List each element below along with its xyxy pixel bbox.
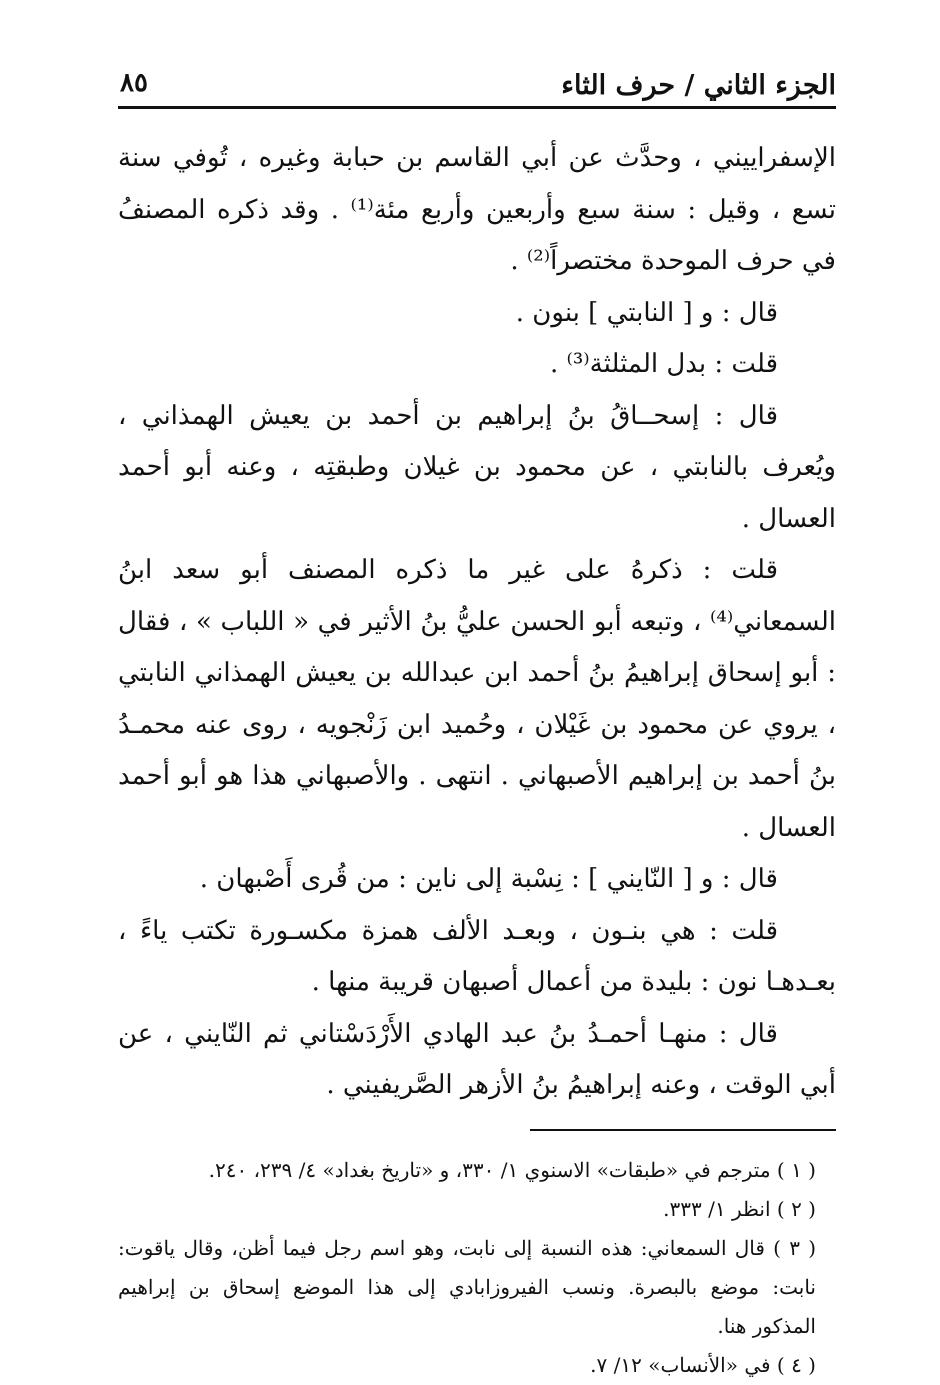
footnote: ( ١ ) مترجم في «طبقات» الاسنوي ١/ ٣٣٠، و «تاريخ بغداد» ٤/ ٢٣٩، ٢٤٠.	[208, 1157, 816, 1182]
footnote: ( ٢ ) انظر ١/ ٣٣٣.	[663, 1196, 816, 1221]
page-number: ٨٥	[120, 68, 148, 98]
paragraph: قال : و [ النّايني ] : نِسْبة إلى ناين : من قُرى أَصْبهان .	[199, 864, 778, 894]
paragraph: قلت : ذكرهُ على غير ما ذكره المصنف أبو سعد ابنُ السمعاني⁽⁴⁾ ، وتبعه أبو الحسن عليُّ بنُ الأثير في « اللباب » ، فقال : أبو إسحاق إبراهيمُ بنُ أحمد ابن عبدالله بن يعيش الهمذاني النابتي ، يروي عن محمود بن غَيْلان ، وحُميد ابن زَنْجويه ، روى عنه محمـدُ بنُ أحمد بن إبراهيم الأصبهاني . انتهى . والأصبهاني هذا هو أبو أحمد العسال .	[118, 555, 836, 843]
main-text	[118, 133, 836, 1112]
paragraph: قلت : بدل المثلثة⁽³⁾ .	[549, 349, 778, 379]
footnote: ( ٤ ) في «الأنساب» ١٢/ ٧.	[590, 1352, 816, 1377]
paragraph: قال : إسحــاقُ بنُ إبراهيم بن أحمد بن يعيش الهمذاني ، ويُعرف بالنابتي ، عن محمود بن غيلان وطبقتِه ، وعنه أبو أحمد العسال .	[118, 400, 836, 534]
footnote: ( ٣ ) قال السمعاني: هذه النسبة إلى نابت، وهو اسم رجل فيما أظن، وقال ياقوت: نابت: موضع بالبصرة. ونسب الفيروزابادي إلى هذا الموضع إسحاق بن إبراهيم المذكور هنا.	[118, 1235, 816, 1338]
footnotes	[118, 1151, 836, 1385]
paragraph: قال : منهـا أحمـدُ بنُ عبد الهادي الأَرْدَسْتاني ثم النّايني ، عن أبي الوقت ، وعنه إبراهيمُ بنُ الأزهر الصَّريفيني .	[118, 1018, 836, 1100]
running-title: الجزء الثاني / حرف الثاء	[561, 70, 836, 101]
header-rule	[118, 106, 836, 109]
document-page	[118, 62, 836, 1385]
paragraph: قلت : هي بنـون ، وبعـد الألف همزة مكسـورة تكتب ياءً ، بعـدهـا نون : بليدة من أعمال أصبهان قريبة منها .	[118, 915, 836, 997]
footnote-separator	[530, 1129, 836, 1131]
paragraph-continuation: الإسفراييني ، وحدَّث عن أبي القاسم بن حبابة وغيره ، تُوفي سنة تسع ، وقيل : سنة سبع وأربعين وأربع مئة⁽¹⁾ . وقد ذكره المصنفُ في حرف الموحدة مختصراً⁽²⁾ .	[118, 143, 837, 276]
page-header	[118, 62, 836, 104]
paragraph: قال : و [ النابتي ] بنون .	[515, 297, 778, 328]
